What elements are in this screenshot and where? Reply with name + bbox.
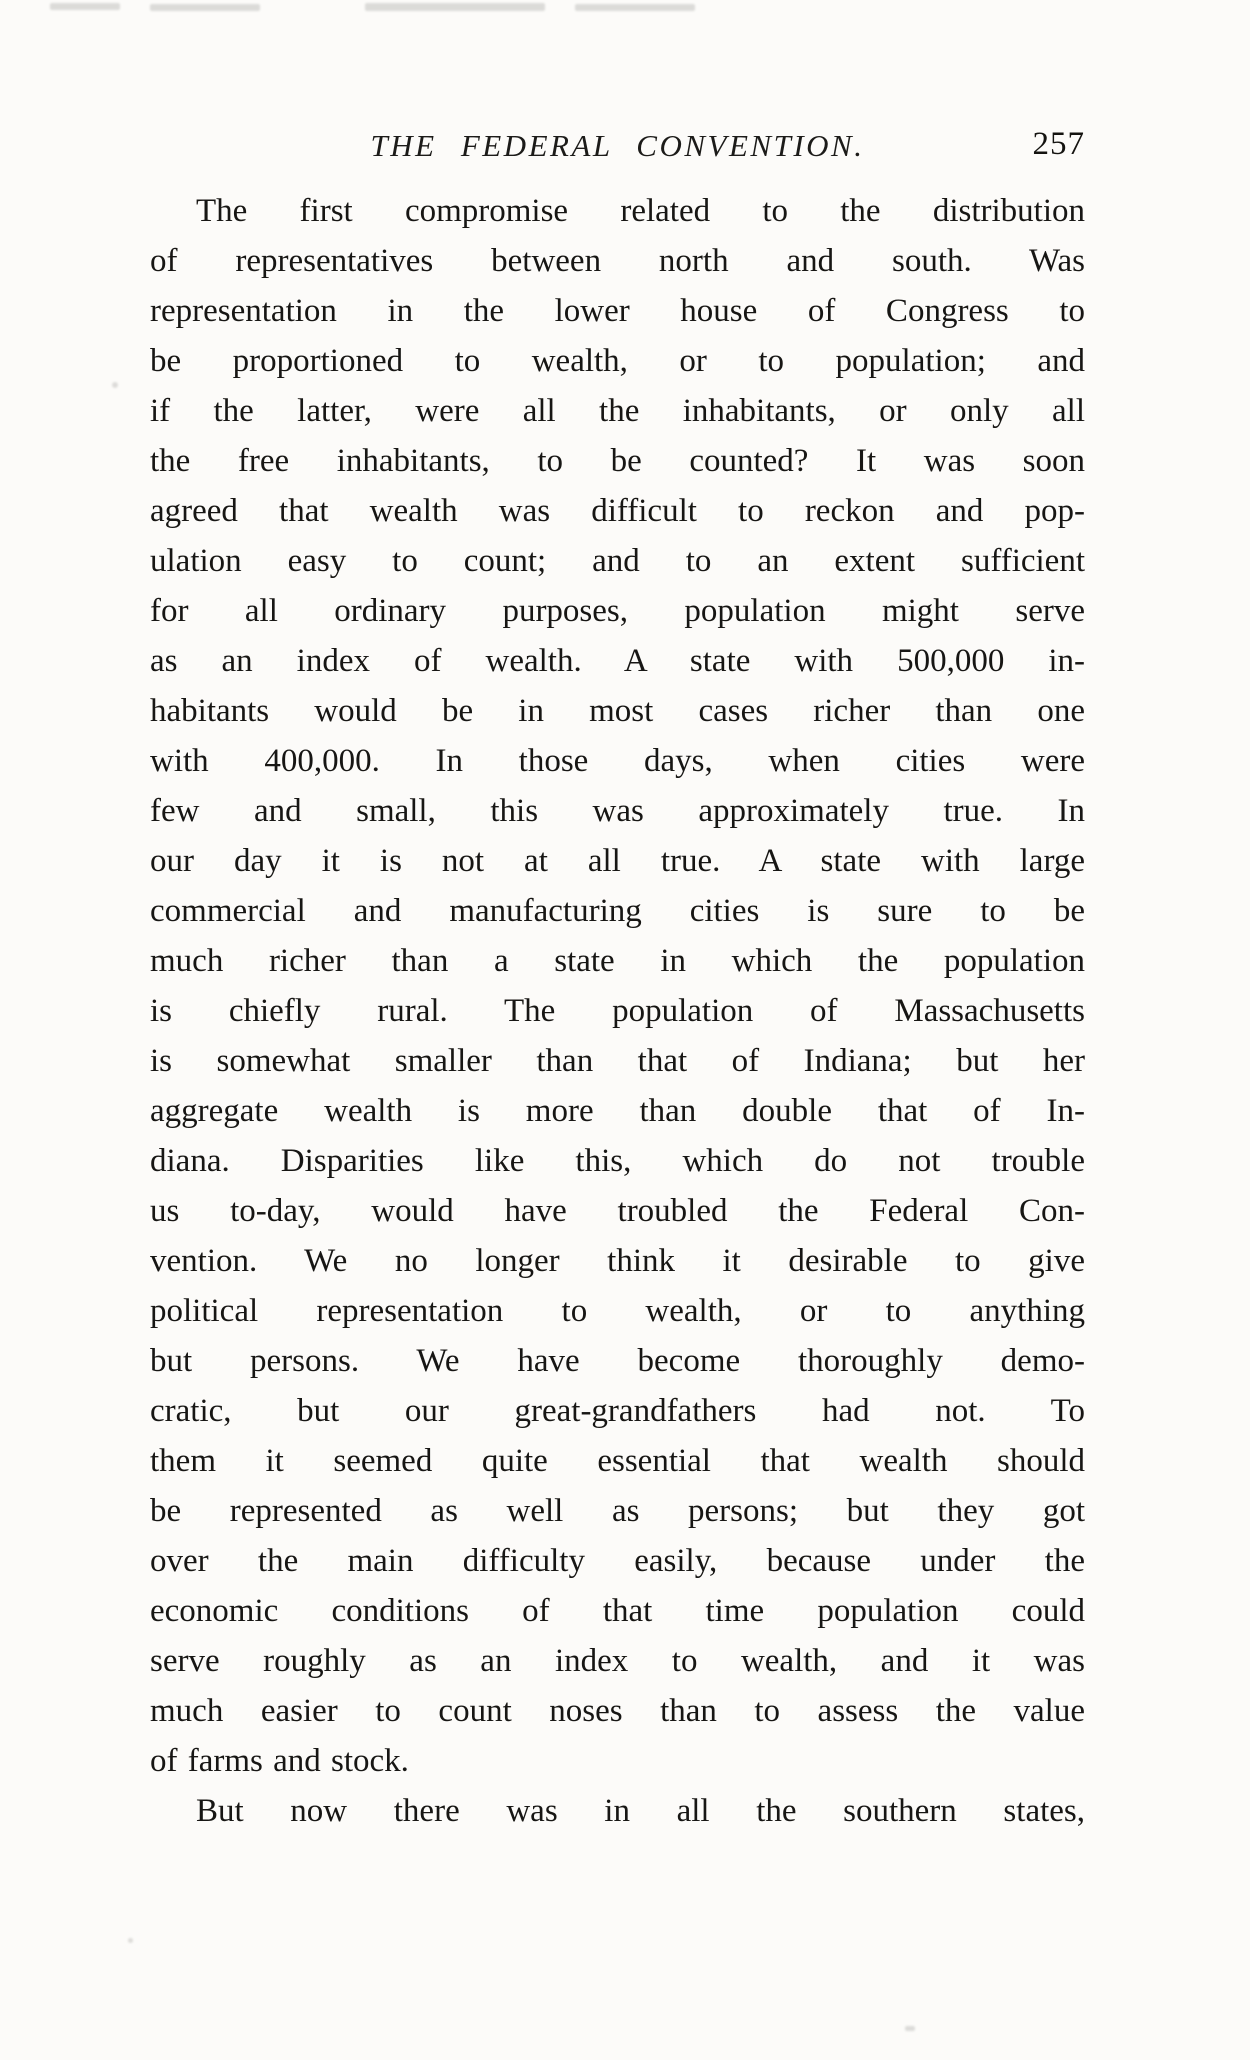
- body-text: [150, 186, 1085, 1836]
- text-line: be represented as well as persons; but they got: [150, 1493, 1085, 1529]
- text-line: be proportioned to wealth, or to population; and: [150, 343, 1085, 379]
- scan-artifact: [575, 4, 695, 11]
- scan-artifact: [905, 2026, 915, 2031]
- text-line: representation in the lower house of Congress to: [150, 293, 1085, 329]
- scan-artifact: [112, 382, 118, 388]
- paragraph: [150, 186, 1085, 1786]
- text-line: is somewhat smaller than that of Indiana; but her: [150, 1043, 1085, 1079]
- text-line: commercial and manufacturing cities is sure to be: [150, 893, 1085, 929]
- text-line: our day it is not at all true. A state with large: [150, 843, 1085, 879]
- text-line: as an index of wealth. A state with 500,000 in-: [150, 643, 1085, 679]
- text-line: over the main difficulty easily, because under the: [150, 1543, 1085, 1579]
- text-line: if the latter, were all the inhabitants, or only all: [150, 393, 1085, 429]
- text-line: habitants would be in most cases richer than one: [150, 693, 1085, 729]
- text-line: ulation easy to count; and to an extent sufficient: [150, 543, 1085, 579]
- text-line: is chiefly rural. The population of Massachusetts: [150, 993, 1085, 1029]
- scan-artifact: [365, 3, 545, 11]
- text-line: of farms and stock.: [150, 1743, 409, 1779]
- text-line: The first compromise related to the distribution: [196, 193, 1085, 229]
- text-line: agreed that wealth was difficult to reckon and pop-: [150, 493, 1085, 529]
- paragraph: [150, 1786, 1085, 1836]
- text-line: vention. We no longer think it desirable to give: [150, 1243, 1085, 1279]
- text-line: economic conditions of that time population could: [150, 1593, 1085, 1629]
- scan-artifact: [50, 3, 120, 10]
- text-line: the free inhabitants, to be counted? It was soon: [150, 443, 1085, 479]
- text-line: but persons. We have become thoroughly demo-: [150, 1343, 1085, 1379]
- text-line: us to-day, would have troubled the Federal Con-: [150, 1193, 1085, 1229]
- text-line: cratic, but our great-grandfathers had not. To: [150, 1393, 1085, 1429]
- text-line: them it seemed quite essential that wealth should: [150, 1443, 1085, 1479]
- page-header: [150, 128, 1085, 174]
- text-line: much richer than a state in which the population: [150, 943, 1085, 979]
- text-line: for all ordinary purposes, population might serve: [150, 593, 1085, 629]
- text-line: aggregate wealth is more than double that of In-: [150, 1093, 1085, 1129]
- page-number: 257: [1032, 126, 1085, 162]
- text-line: of representatives between north and south. Was: [150, 243, 1085, 279]
- text-line: diana. Disparities like this, which do not trouble: [150, 1143, 1085, 1179]
- running-title: THE FEDERAL CONVENTION.: [370, 128, 865, 163]
- text-line: with 400,000. In those days, when cities were: [150, 743, 1085, 779]
- text-line: few and small, this was approximately true. In: [150, 793, 1085, 829]
- text-line: much easier to count noses than to assess the value: [150, 1693, 1085, 1729]
- text-line: political representation to wealth, or to anything: [150, 1293, 1085, 1329]
- text-line: serve roughly as an index to wealth, and it was: [150, 1643, 1085, 1679]
- scan-artifact: [150, 4, 260, 11]
- text-line: But now there was in all the southern states,: [196, 1793, 1085, 1829]
- scan-artifact: [128, 1938, 133, 1943]
